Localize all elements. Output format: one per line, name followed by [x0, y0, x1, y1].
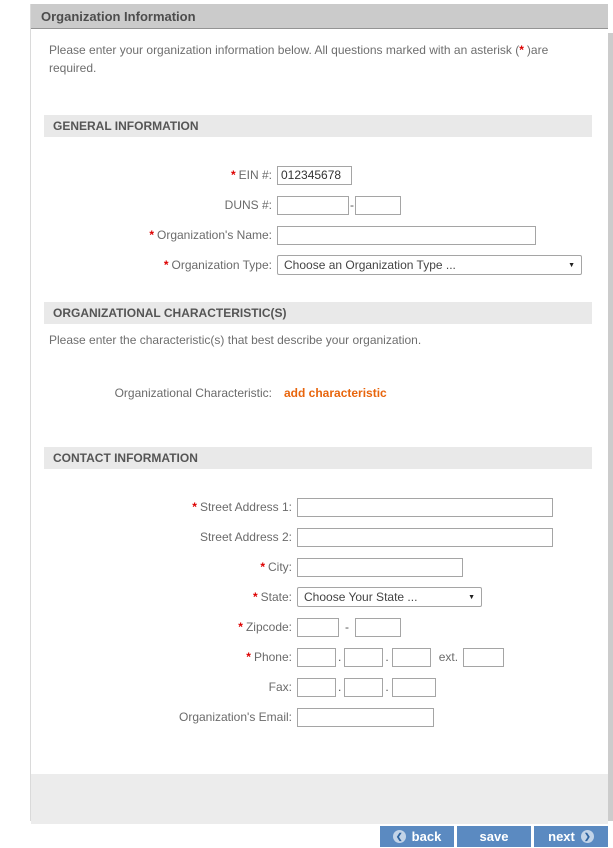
zipcode-input-2[interactable]: [355, 618, 401, 637]
required-asterisk: *: [246, 650, 251, 664]
duns-separator: -: [350, 198, 354, 212]
arrow-right-icon: ❯: [581, 830, 594, 843]
ein-row: [31, 165, 608, 185]
duns-input-1[interactable]: [277, 196, 349, 215]
next-button[interactable]: [534, 826, 608, 847]
section-header-general: GENERAL INFORMATION: [44, 115, 592, 137]
fax-separator: .: [338, 680, 342, 694]
city-label: * City:: [260, 560, 292, 574]
org-name-row: [31, 225, 608, 245]
scrollbar-track[interactable]: [608, 33, 613, 821]
fax-row: [31, 677, 608, 697]
zipcode-row: [31, 617, 608, 637]
ein-input[interactable]: [277, 166, 352, 185]
required-asterisk: *: [238, 620, 243, 634]
required-asterisk: *: [149, 228, 154, 242]
page-title: Organization Information: [31, 4, 608, 29]
state-selected-value: Choose Your State ...: [304, 590, 418, 604]
fax-label: Fax:: [268, 680, 292, 694]
email-label: Organization's Email:: [178, 710, 292, 724]
section-header-characteristics: ORGANIZATIONAL CHARACTERISTIC(S): [44, 302, 592, 324]
section-header-contact: CONTACT INFORMATION: [44, 447, 592, 469]
city-input[interactable]: [297, 558, 463, 577]
phone-input-line[interactable]: [392, 648, 431, 667]
fax-input-prefix[interactable]: [344, 678, 383, 697]
phone-label: * Phone:: [246, 650, 292, 664]
organization-email-input[interactable]: [297, 708, 434, 727]
characteristics-description: Please enter the characteristic(s) that best describe your organization.: [49, 333, 422, 347]
intro-text-post: )are required.: [49, 43, 549, 75]
required-asterisk: *: [192, 500, 197, 514]
duns-input-2[interactable]: [355, 196, 401, 215]
required-asterisk: *: [519, 43, 524, 57]
street-address-1-input[interactable]: [297, 498, 553, 517]
zipcode-separator: -: [345, 620, 349, 634]
zipcode-input-1[interactable]: [297, 618, 339, 637]
org-type-select[interactable]: [277, 255, 582, 275]
add-characteristic-link[interactable]: add characteristic: [284, 386, 387, 400]
characteristic-label: Organizational Characteristic:: [114, 386, 272, 400]
street-address-2-input[interactable]: [297, 528, 553, 547]
chevron-down-icon: ▼: [468, 594, 475, 601]
next-button-label: next: [548, 829, 575, 844]
org-type-selected-value: Choose an Organization Type ...: [284, 258, 456, 272]
phone-ext-label: ext.: [438, 650, 459, 664]
fax-input-area[interactable]: [297, 678, 336, 697]
characteristic-row: [31, 383, 608, 403]
city-row: [31, 557, 608, 577]
phone-ext-input[interactable]: [463, 648, 504, 667]
required-asterisk: *: [260, 560, 265, 574]
intro-text-pre: Please enter your organization information below. All questions marked with an asterisk (: [49, 43, 520, 57]
phone-row: [31, 647, 608, 667]
street1-label: * Street Address 1:: [192, 500, 292, 514]
back-button-label: back: [411, 829, 442, 844]
ein-label: * EIN #:: [230, 168, 272, 182]
phone-input-prefix[interactable]: [344, 648, 383, 667]
footer-band: [31, 774, 608, 824]
fax-separator: .: [385, 680, 389, 694]
phone-separator: .: [338, 650, 342, 664]
street2-row: [31, 527, 608, 547]
phone-input-area[interactable]: [297, 648, 336, 667]
required-asterisk: *: [230, 168, 236, 182]
fax-input-line[interactable]: [392, 678, 436, 697]
duns-row: [31, 195, 608, 215]
org-name-input[interactable]: [277, 226, 536, 245]
required-asterisk: *: [163, 258, 169, 272]
org-type-label: * Organization Type:: [163, 258, 272, 272]
back-button[interactable]: [380, 826, 454, 847]
arrow-left-icon: ❮: [393, 830, 406, 843]
zipcode-label: * Zipcode:: [238, 620, 292, 634]
org-name-label: * Organization's Name:: [149, 228, 272, 242]
phone-separator: .: [385, 650, 389, 664]
street2-label: Street Address 2:: [199, 530, 292, 544]
intro-text: [31, 29, 608, 77]
state-select[interactable]: [297, 587, 482, 607]
duns-label: DUNS #:: [224, 198, 272, 212]
footer-buttons: [380, 826, 608, 847]
save-button[interactable]: [457, 826, 531, 847]
org-type-row: [31, 255, 608, 275]
chevron-down-icon: ▼: [568, 262, 575, 269]
save-button-label: save: [479, 829, 509, 844]
state-row: [31, 587, 608, 607]
state-label: * State:: [252, 590, 292, 604]
email-row: [31, 707, 608, 727]
required-asterisk: *: [252, 590, 258, 604]
street1-row: [31, 497, 608, 517]
form-panel: [30, 4, 608, 821]
